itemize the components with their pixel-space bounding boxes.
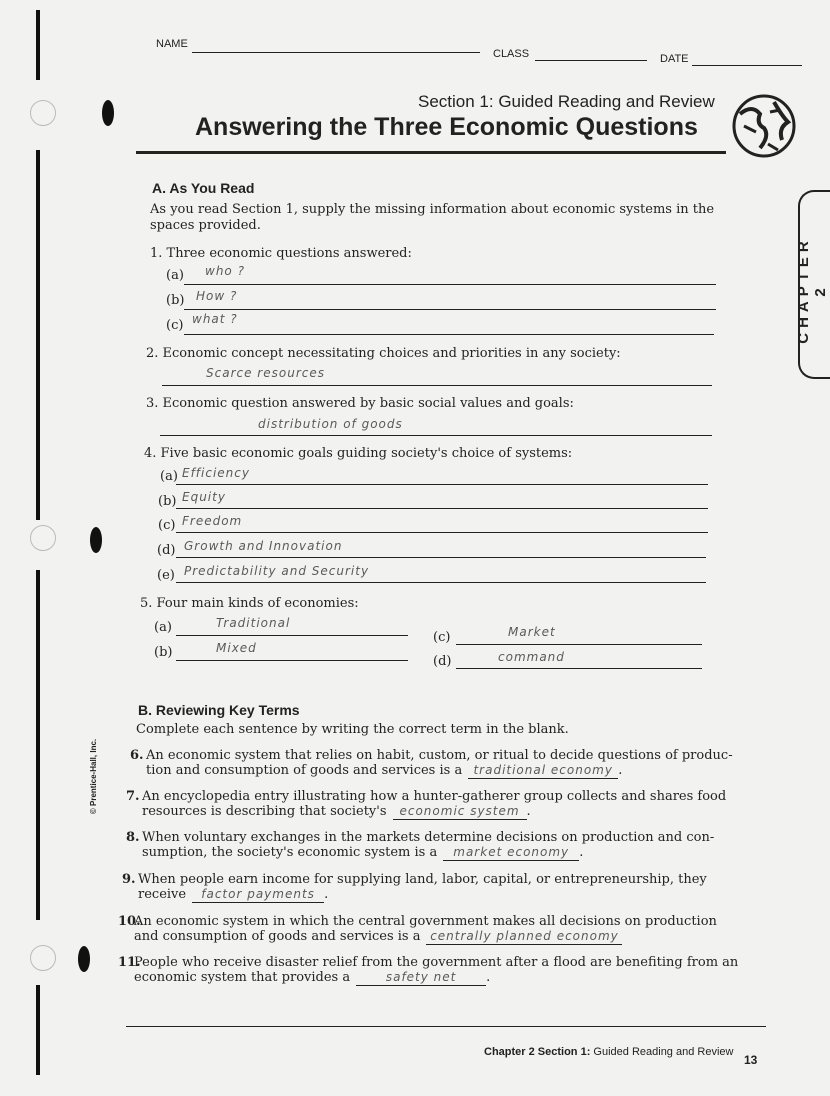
key-term-answer: safety net [385, 970, 457, 984]
key-term-line1: People who receive disaster relief from the government after a flood are benefiting from an [134, 955, 739, 970]
q4c-line [176, 532, 708, 533]
q2-line [162, 385, 712, 386]
q5d-answer: command [498, 650, 565, 664]
section-a-heading: A. As You Read [152, 180, 255, 196]
section-a-instructions: As you read Section 1, supply the missing information about economic systems in the spaces provided. [150, 202, 715, 233]
section-b-heading: B. Reviewing Key Terms [138, 702, 300, 718]
q4e-answer: Predictability and Security [184, 564, 370, 578]
key-term-line1: When voluntary exchanges in the markets determine decisions on production and con- [142, 830, 715, 845]
q4d-answer: Growth and Innovation [184, 539, 343, 553]
q4a-line [176, 484, 708, 485]
q4-prompt: 4. Five basic economic goals guiding society's choice of systems: [144, 446, 573, 461]
key-term-line1: An economic system in which the central government makes all decisions on production [134, 914, 717, 929]
q2-answer: Scarce resources [206, 366, 325, 380]
key-term-line2-text: resources is describing that society's [142, 804, 387, 819]
page-number: 13 [744, 1053, 758, 1067]
key-term-answer-blank[interactable] [192, 887, 324, 903]
footer-prefix: Chapter 2 Section 1: [484, 1046, 591, 1058]
class-label: CLASS [493, 48, 530, 60]
date-label: DATE [660, 53, 689, 65]
key-term-answer-blank[interactable] [426, 929, 622, 945]
key-term-end: . [579, 845, 584, 860]
punch-hole-bottom [78, 946, 90, 972]
key-term-line2 [132, 970, 692, 986]
key-term-line2 [132, 929, 692, 945]
key-term-line2 [144, 763, 704, 779]
key-term-line2 [136, 887, 696, 903]
q5d-label: (d) [433, 654, 452, 669]
key-term-end: . [618, 763, 623, 778]
q5c-line [456, 644, 702, 645]
q1a-line [184, 284, 716, 285]
key-term-line1: An encyclopedia entry illustrating how a hunter-gatherer group collects and shares food [142, 789, 727, 804]
key-term-number: 6. [130, 748, 144, 763]
key-term-number: 10. [118, 914, 141, 929]
globe-icon [730, 92, 798, 160]
key-term-line2-text: tion and consumption of goods and services is a [146, 763, 463, 778]
key-term-end: . [526, 804, 531, 819]
footer-title: Guided Reading and Review [593, 1046, 734, 1058]
key-term-answer: traditional economy [473, 763, 613, 777]
key-term-answer: market economy [453, 845, 570, 859]
key-term-line2-text: sumption, the society's economic system is a [142, 845, 438, 860]
q4c-answer: Freedom [182, 514, 243, 528]
q2-prompt: 2. Economic concept necessitating choices and priorities in any society: [146, 346, 621, 361]
key-term-answer-blank[interactable] [468, 763, 618, 779]
q1b-answer: How ? [196, 289, 238, 303]
q1c-answer: what ? [192, 312, 238, 326]
key-term-item [118, 955, 739, 986]
q5a-answer: Traditional [216, 616, 291, 630]
q5c-label: (c) [433, 630, 451, 645]
q4c-label: (c) [158, 518, 176, 533]
page-title: Answering the Three Economic Questions [195, 113, 698, 141]
q4b-line [176, 508, 708, 509]
q3-answer: distribution of goods [258, 417, 403, 431]
key-term-end: . [486, 970, 491, 985]
q5c-answer: Market [508, 625, 556, 639]
q5b-answer: Mixed [216, 641, 257, 655]
q1a-answer: who ? [205, 264, 245, 278]
q5b-line [176, 660, 408, 661]
punch-hole-middle [90, 527, 102, 553]
binder-ring-1 [30, 100, 56, 126]
q1c-line [184, 334, 714, 335]
q1a-label: (a) [166, 268, 184, 283]
q4b-label: (b) [158, 494, 177, 509]
key-term-answer: economic system [399, 804, 520, 818]
q5b-label: (b) [154, 645, 173, 660]
key-term-end: . [324, 887, 329, 902]
key-term-line2 [140, 845, 700, 861]
name-field-line[interactable] [192, 52, 480, 53]
binder-edge-bottom [36, 985, 40, 1075]
q4d-label: (d) [157, 543, 176, 558]
q3-line [160, 435, 712, 436]
q1b-line [184, 309, 716, 310]
key-term-answer-blank[interactable] [393, 804, 527, 820]
key-term-answer: factor payments [201, 887, 315, 901]
q1-prompt: 1. Three economic questions answered: [150, 246, 412, 261]
q5a-label: (a) [154, 620, 172, 635]
key-term-item [118, 914, 717, 945]
q5a-line [176, 635, 408, 636]
q5-prompt: 5. Four main kinds of economies: [140, 596, 359, 611]
chapter-tab-label: CHAPTER 2 [795, 236, 829, 344]
name-label: NAME [156, 38, 188, 50]
key-term-item [126, 789, 727, 820]
q5d-line [456, 668, 702, 669]
key-term-answer: centrally planned economy [430, 929, 619, 943]
key-term-number: 7. [126, 789, 140, 804]
q4e-label: (e) [157, 568, 175, 583]
title-rule [136, 151, 726, 154]
section-b-instructions: Complete each sentence by writing the correct term in the blank. [136, 722, 569, 737]
key-term-line2 [140, 804, 700, 820]
footer-rule [126, 1026, 766, 1027]
key-term-item [130, 748, 733, 779]
key-term-item [122, 872, 707, 903]
key-term-number: 11. [118, 955, 141, 970]
q1c-label: (c) [166, 318, 184, 333]
binder-edge-top [36, 10, 40, 80]
binder-ring-2 [30, 525, 56, 551]
section-subtitle: Section 1: Guided Reading and Review [418, 92, 715, 111]
footer-text [484, 1046, 733, 1058]
date-field-line[interactable] [692, 65, 802, 66]
q4b-answer: Equity [182, 490, 226, 504]
binder-edge-lower [36, 570, 40, 920]
class-field-line[interactable] [535, 60, 647, 61]
q4e-line [176, 582, 706, 583]
q1b-label: (b) [166, 293, 185, 308]
key-term-line2-text: economic system that provides a [134, 970, 351, 985]
punch-hole-top [102, 100, 114, 126]
q4d-line [176, 557, 706, 558]
key-term-line2-text: receive [138, 887, 187, 902]
key-term-number: 8. [126, 830, 140, 845]
key-term-answer-blank[interactable] [356, 970, 486, 986]
binder-ring-3 [30, 945, 56, 971]
key-term-line2-text: and consumption of goods and services is a [134, 929, 421, 944]
q4a-answer: Efficiency [182, 466, 250, 480]
binder-edge-middle [36, 150, 40, 520]
key-term-line1: An economic system that relies on habit, custom, or ritual to decide questions of produc- [146, 748, 733, 763]
key-term-line1: When people earn income for supplying land, labor, capital, or entrepreneurship, they [138, 872, 707, 887]
key-term-answer-blank[interactable] [443, 845, 579, 861]
q3-prompt: 3. Economic question answered by basic social values and goals: [146, 396, 574, 411]
key-term-number: 9. [122, 872, 136, 887]
side-credit: © Prentice-Hall, Inc. [89, 738, 99, 815]
q4a-label: (a) [160, 469, 178, 484]
key-term-item [126, 830, 715, 861]
